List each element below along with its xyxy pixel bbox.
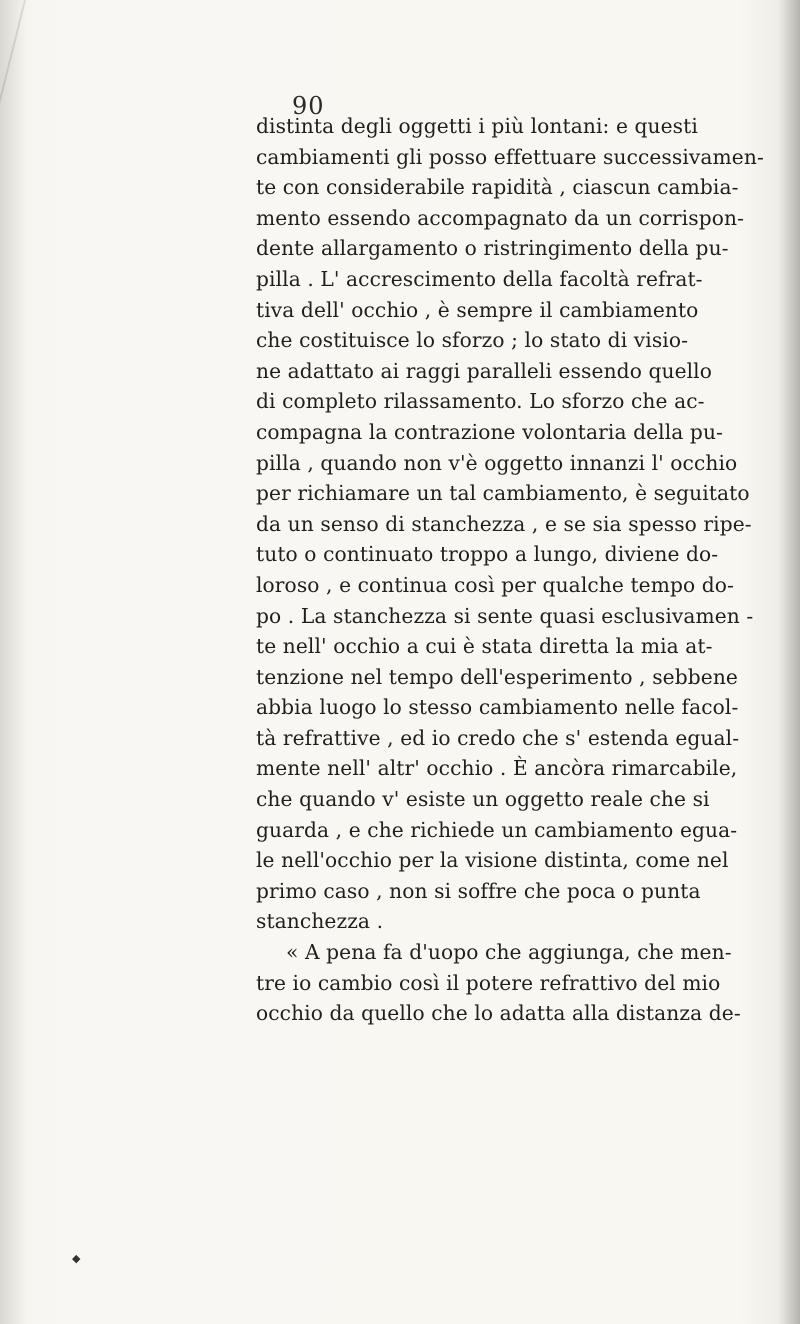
- text-line: cambiamenti gli posso effettuare successivamen-: [256, 144, 764, 169]
- body-text: [256, 111, 764, 1029]
- text-line: distinta degli oggetti i più lontani: e questi: [256, 114, 698, 138]
- text-line: pilla , quando non v'è oggetto innanzi l' occhio: [256, 450, 738, 475]
- text-line: per richiamare un tal cambiamento, è seguitato: [256, 481, 750, 506]
- text-line: abbia luogo lo stesso cambiamento nelle facol-: [256, 695, 739, 720]
- ink-mark: ◆: [72, 1252, 81, 1265]
- text-line: loroso , e continua così per qualche tempo do-: [256, 572, 734, 597]
- text-line: dente allargamento o ristringimento della pu-: [256, 236, 729, 261]
- text-line: tuto o continuato troppo a lungo, diviene do-: [256, 542, 719, 567]
- text-line: che quando v' esiste un oggetto reale che si: [256, 787, 710, 812]
- text-line: mento essendo accompagnato da un corrispon-: [256, 205, 745, 230]
- page-number: 90: [292, 92, 325, 120]
- text-line: tiva dell' occhio , è sempre il cambiamento: [256, 297, 699, 322]
- text-line: compagna la contrazione volontaria della pu-: [256, 419, 723, 444]
- text-line: di completo rilassamento. Lo sforzo che ac-: [256, 389, 705, 414]
- text-line: da un senso di stanchezza , e se sia spesso ripe-: [256, 511, 752, 536]
- text-line: pilla . L' accrescimento della facoltà refrat-: [256, 266, 703, 291]
- text-line: te nell' occhio a cui è stata diretta la mia at-: [256, 634, 713, 659]
- text-line: occhio da quello che lo adatta alla distanza de-: [256, 1001, 741, 1026]
- text-line: che costituisce lo sforzo ; lo stato di visio-: [256, 328, 689, 353]
- text-line: te con considerabile rapidità , ciascun cambia-: [256, 175, 739, 200]
- text-line: guarda , e che richiede un cambiamento egua-: [256, 817, 738, 842]
- text-line: tre io cambio così il potere refrattivo del mio: [256, 970, 721, 995]
- text-line: po . La stanchezza si sente quasi esclusivamen -: [256, 603, 754, 628]
- text-line: primo caso , non si soffre che poca o punta: [256, 878, 701, 903]
- page-edge-shadow: [778, 0, 800, 1324]
- text-line: « A pena fa d'uopo che aggiunga, che men-: [286, 940, 732, 965]
- text-line: mente nell' altr' occhio . È ancòra rimarcabile,: [256, 756, 738, 781]
- text-line: stanchezza .: [256, 909, 384, 934]
- text-line: tà refrattive , ed io credo che s' estenda egual-: [256, 725, 740, 750]
- binding-shadow: [0, 0, 28, 1324]
- text-line: tenzione nel tempo dell'esperimento , sebbene: [256, 664, 738, 689]
- text-line: ne adattato ai raggi paralleli essendo quello: [256, 358, 712, 383]
- text-line: le nell'occhio per la visione distinta, come nel: [256, 848, 729, 873]
